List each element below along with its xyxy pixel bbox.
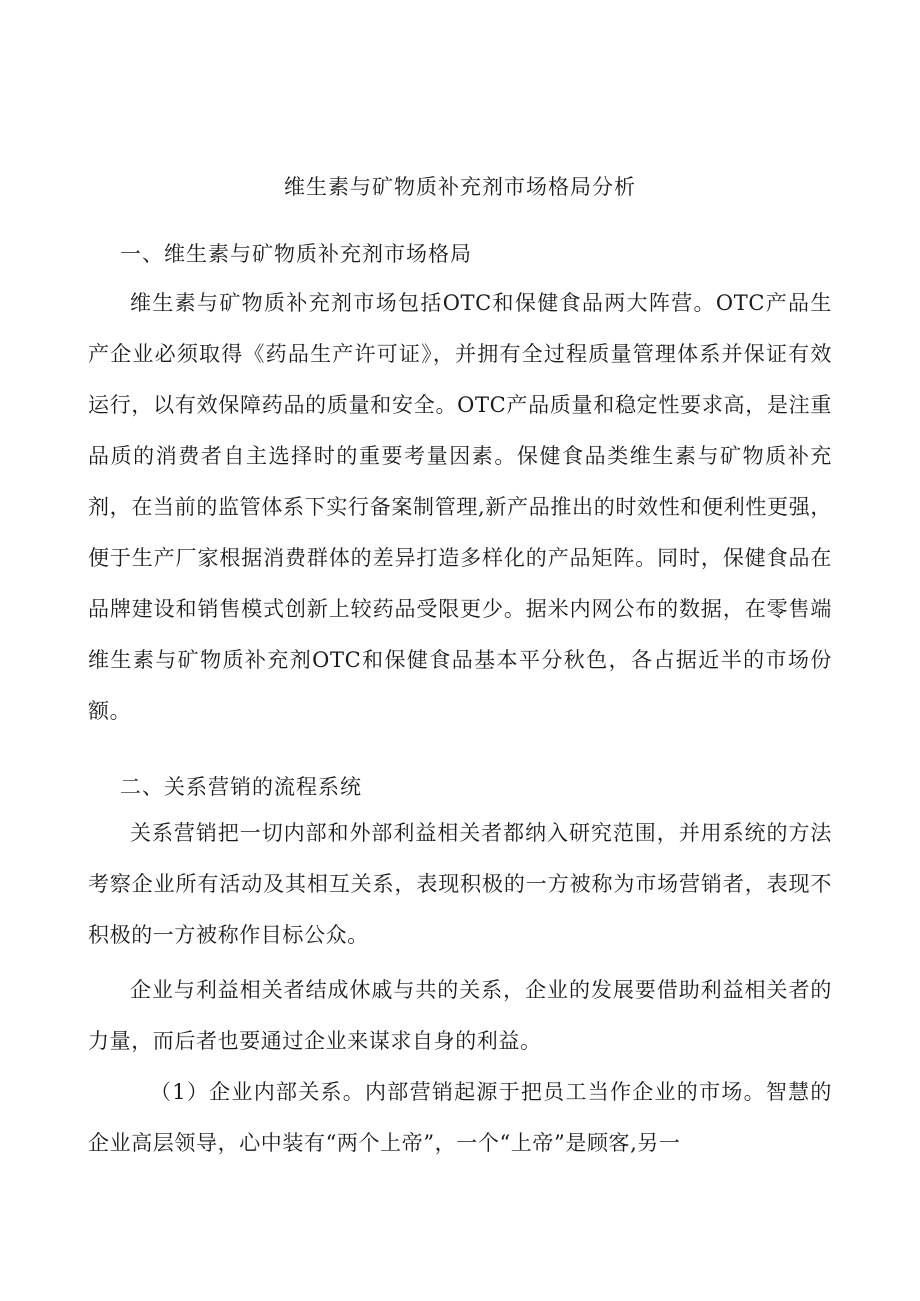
paragraph-relationship-scope: 关系营销把一切内部和外部利益相关者都纳入研究范围，并用系统的方法考察企业所有活动及其相互关系，表现积极的一方被称为市场营销者，表现不积极的一方被称作目标公众。 xyxy=(88,821,832,947)
paragraph-internal-relation: （1）企业内部关系。内部营销起源于把员工当作企业的市场。智慧的企业高层领导，心中装有“两个上帝”，一个“上帝”是顾客,另一 xyxy=(88,1080,832,1155)
section-heading-market-structure: 一、维生素与矿物质补充剂市场格局 xyxy=(120,242,472,266)
document-title: 维生素与矿物质补充剂市场格局分析 xyxy=(284,175,636,199)
paragraph-market-structure: 维生素与矿物质补充剂市场包括OTC和保健食品两大阵营。OTC产品生产企业必须取得《药品生产许可证》，并拥有全过程质量管理体系并保证有效运行，以有效保障药品的质量和安全。OTC产品质量和稳定性要求高，是注重品质的消费者自主选择时的重要考量因素。保健食品类维生素与矿物质补充剂，在当前的监管体系下实行备案制管理,新产品推出的时效性和便利性更强，便于生产厂家根据消费群体的差异打造多样化的产品矩阵。同时，保健食品在品牌建设和销售模式创新上较药品受限更少。据米内网公布的数据，在零售端维生素与矿物质补充剂OTC和保健食品基本平分秋色，各占据近半的市场份额。 xyxy=(88,291,832,723)
paragraph-stakeholder-relation: 企业与利益相关者结成休戚与共的关系，企业的发展要借助利益相关者的力量，而后者也要通过企业来谋求自身的利益。 xyxy=(88,978,832,1053)
section-heading-relationship-marketing: 二、关系营销的流程系统 xyxy=(120,775,362,799)
